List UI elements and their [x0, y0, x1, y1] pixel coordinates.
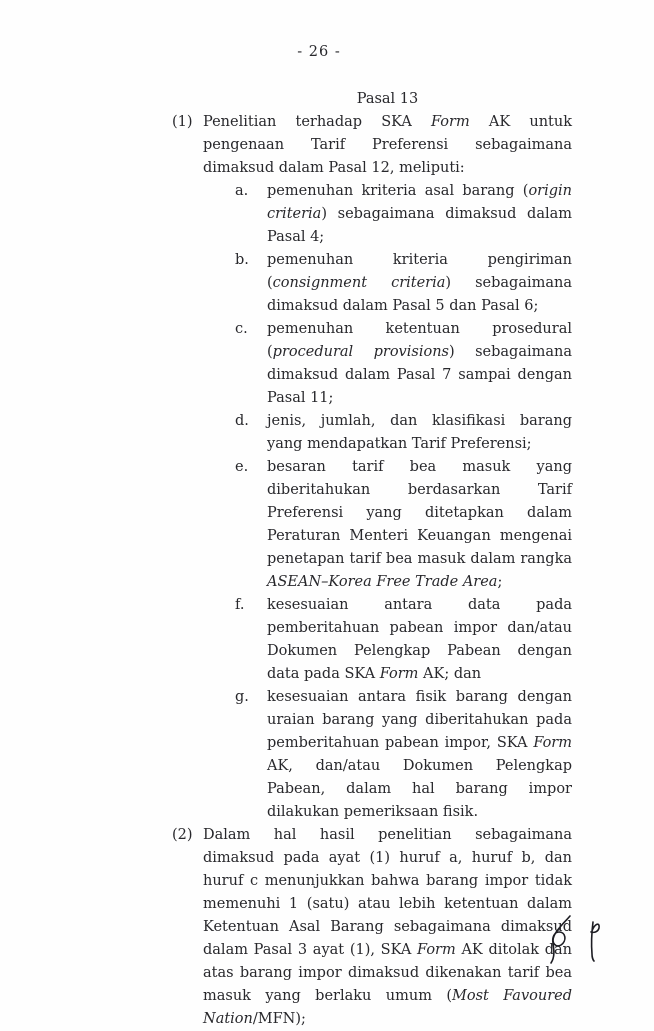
item-text	[203, 111, 572, 180]
article-title: Pasal 13	[356, 91, 419, 107]
article-item	[172, 111, 572, 824]
italic-text-run: procedural provisions	[272, 344, 449, 360]
item-body	[203, 111, 572, 824]
sub-item-text	[267, 686, 572, 824]
italic-text-run: Form	[417, 942, 456, 958]
sub-item-letter: e.	[235, 459, 249, 475]
sub-item	[235, 249, 572, 318]
italic-text-run: ASEAN–Korea Free Trade Area	[267, 574, 498, 590]
sub-item-text	[267, 456, 572, 594]
handwritten-initials	[543, 910, 608, 968]
italic-text-run: origin criteria	[267, 183, 572, 222]
sub-item	[235, 456, 572, 594]
sub-item	[235, 318, 572, 410]
text-run: AK; dan	[418, 666, 482, 682]
italic-text-run: Form	[379, 666, 419, 682]
italic-text-run: Most Favoured Nation	[203, 988, 573, 1027]
text-run: AK, dan/atau Dokumen Pelengkap Pabean, dalam hal barang impor dilakukan pemeriksaan fisik.	[267, 758, 572, 820]
text-run: ) sebagaimana dimaksud dalam Pasal 4;	[267, 206, 572, 245]
text-run: Dalam hal hasil penelitian sebagaimana dimaksud pada ayat (1) huruf a, huruf b, dan huruf c menunjukkan bahwa barang impor tidak memenuhi 1 (satu) atau lebih ketentuan dalam Ketentuan Asal Barang sebagaimana dimaksud dalam Pasal 3 ayat (1), SKA	[203, 827, 572, 958]
sub-item	[235, 180, 572, 249]
sub-item-letter: g.	[235, 689, 249, 705]
sub-item-text	[267, 594, 572, 686]
item-number: (1)	[172, 114, 193, 130]
text-run: besaran tarif bea masuk yang diberitahukan berdasarkan Tarif Preferensi yang ditetapkan dalam Peraturan Menteri Keuangan mengenai penetapan tarif bea masuk dalam rangka	[267, 459, 572, 567]
sub-item	[235, 686, 572, 824]
article-block	[172, 88, 572, 1031]
paraf-left-icon	[551, 916, 570, 963]
sub-item	[235, 410, 572, 456]
text-run: jenis, jumlah, dan klasifikasi barang yang mendapatkan Tarif Preferensi;	[267, 413, 572, 452]
sub-item-letter: a.	[235, 183, 249, 199]
paraf-right-icon	[591, 922, 599, 961]
text-run: Penelitian terhadap SKA	[203, 114, 432, 130]
text-run: ;	[497, 574, 503, 590]
text-run: pemenuhan kriteria asal barang (	[267, 183, 529, 199]
sub-item-text	[267, 249, 572, 318]
text-run: ) sebagaimana dimaksud dalam Pasal 5 dan Pasal 6;	[267, 275, 572, 314]
italic-text-run: consignment criteria	[272, 275, 446, 291]
text-run: AK ditolak dan atas barang impor dimaksud dikenakan tarif bea masuk yang berlaku umum (	[203, 942, 572, 1004]
sub-item-text	[267, 318, 572, 410]
sub-item-text	[267, 180, 572, 249]
sub-item-letter: b.	[235, 252, 249, 268]
text-run: pemenuhan kriteria pengiriman (	[267, 252, 572, 291]
italic-text-run: Form	[533, 735, 572, 751]
text-run: /MFN);	[252, 1011, 306, 1027]
sub-item-letter: c.	[235, 321, 248, 337]
text-run: AK untuk pengenaan Tarif Preferensi sebagaimana dimaksud dalam Pasal 12, meliputi:	[203, 114, 572, 176]
sub-item-letter: d.	[235, 413, 249, 429]
italic-text-run: Form	[431, 114, 470, 130]
text-run: pemenuhan ketentuan prosedural (	[267, 321, 572, 360]
text-run: kesesuaian antara fisik barang dengan uraian barang yang diberitahukan pada pemberitahuan pabean impor, SKA	[267, 689, 572, 751]
sub-item	[235, 594, 572, 686]
text-run: kesesuaian antara data pada pemberitahuan pabean impor dan/atau Dokumen Pelengkap Pabean dengan data pada SKA	[267, 597, 572, 682]
item-number: (2)	[172, 827, 193, 843]
page-number: - 26 -	[297, 44, 341, 60]
text-run: ) sebagaimana dimaksud dalam Pasal 7 sampai dengan Pasal 11;	[267, 344, 572, 406]
article-items	[172, 111, 572, 1031]
sub-item-text	[267, 410, 572, 456]
sub-item-letter: f.	[235, 597, 245, 613]
